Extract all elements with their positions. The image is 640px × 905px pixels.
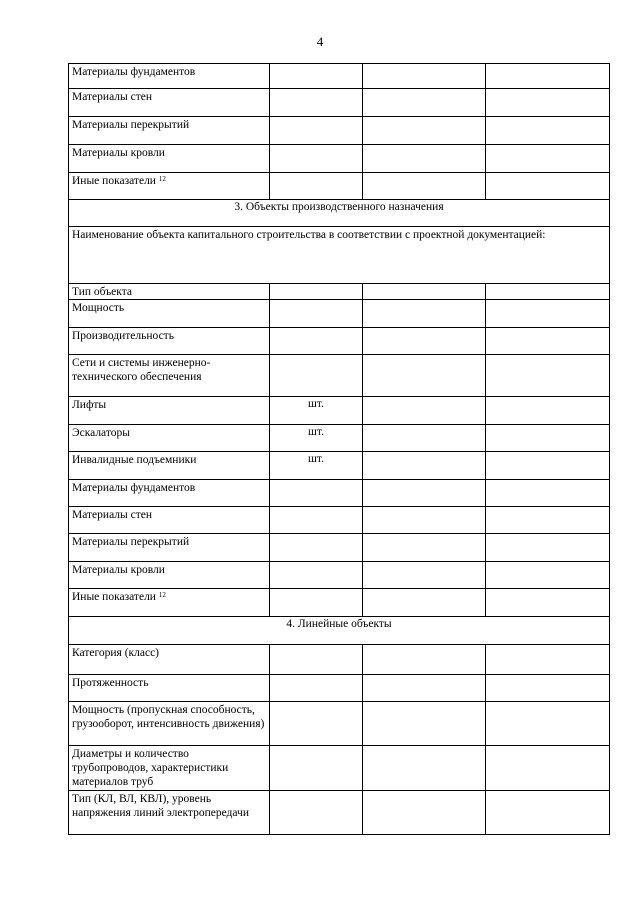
- unit-cell: [270, 562, 363, 589]
- value-cell: [363, 173, 486, 200]
- table-row: [69, 452, 610, 480]
- value-cell: [486, 702, 610, 746]
- value-cell: [486, 452, 610, 480]
- value-cell: [363, 89, 486, 117]
- row-label: Материалы стен: [72, 91, 153, 103]
- value-cell: [486, 425, 610, 452]
- unit-cell: шт.: [270, 452, 363, 480]
- value-cell: [363, 284, 486, 300]
- value-cell: [486, 89, 610, 117]
- value-cell: [486, 355, 610, 397]
- unit-cell: [270, 645, 363, 675]
- table-row: [69, 355, 610, 397]
- table-row: [69, 300, 610, 328]
- unit-cell: [270, 355, 363, 397]
- unit-cell: шт.: [270, 397, 363, 425]
- section-header-row: [69, 617, 610, 645]
- value-cell: [486, 645, 610, 675]
- row-label-cell: [69, 480, 270, 507]
- row-label: Инвалидные подъемники: [72, 454, 197, 466]
- unit-cell: [270, 507, 363, 534]
- row-label: Диаметры и количество трубопроводов, характеристики материалов труб: [72, 748, 229, 788]
- table-row: [69, 328, 610, 355]
- value-cell: [486, 397, 610, 425]
- value-cell: [486, 562, 610, 589]
- row-label: Мощность (пропускная способность, грузооборот, интенсивность движения): [72, 704, 265, 730]
- row-label: Материалы стен: [72, 509, 153, 521]
- table-row: [69, 397, 610, 425]
- unit-cell: [270, 117, 363, 145]
- row-label: Материалы кровли: [72, 147, 165, 159]
- value-cell: [486, 64, 610, 89]
- value-cell: [363, 702, 486, 746]
- row-label-cell: [69, 425, 270, 452]
- table-row: [69, 562, 610, 589]
- row-label: Производительность: [72, 330, 174, 342]
- unit-cell: [270, 64, 363, 89]
- value-cell: [486, 534, 610, 562]
- row-label-cell: [69, 702, 270, 746]
- row-label-cell: [69, 562, 270, 589]
- row-label: Материалы перекрытий: [72, 536, 190, 548]
- unit-cell: [270, 702, 363, 746]
- row-label-cell: [69, 355, 270, 397]
- row-label-cell: [69, 300, 270, 328]
- table-row: [69, 173, 610, 200]
- row-label: Материалы фундаментов: [72, 66, 196, 78]
- row-label: Категория (класс): [72, 647, 160, 659]
- form-table: [68, 63, 610, 835]
- section-3-title: 3. Объекты производственного назначения: [69, 200, 610, 227]
- table-row: [69, 534, 610, 562]
- unit-cell: [270, 534, 363, 562]
- object-name-label: Наименование объекта капитального строительства в соответствии с проектной документацией:: [72, 229, 546, 241]
- value-cell: [486, 507, 610, 534]
- value-cell: [486, 328, 610, 355]
- row-label-cell: [69, 452, 270, 480]
- unit-cell: [270, 589, 363, 617]
- unit-cell: [270, 89, 363, 117]
- row-label-cell: [69, 173, 270, 200]
- row-label: Эскалаторы: [72, 427, 130, 439]
- row-label-cell: [69, 117, 270, 145]
- table-row: [69, 89, 610, 117]
- form-table-body: [69, 64, 610, 835]
- value-cell: [363, 589, 486, 617]
- value-cell: [363, 645, 486, 675]
- table-row: [69, 645, 610, 675]
- value-cell: [363, 145, 486, 173]
- unit-cell: [270, 328, 363, 355]
- table-row: [69, 746, 610, 791]
- footnote-marker: 12: [158, 591, 166, 599]
- row-label-cell: [69, 64, 270, 89]
- value-cell: [486, 480, 610, 507]
- row-label: Материалы перекрытий: [72, 119, 190, 131]
- row-label-cell: [69, 746, 270, 791]
- row-label-cell: [69, 89, 270, 117]
- row-label-cell: [69, 284, 270, 300]
- table-row: [69, 284, 610, 300]
- table-row: [69, 589, 610, 617]
- footnote-marker: 12: [158, 175, 166, 183]
- row-label-cell: [69, 145, 270, 173]
- value-cell: [486, 173, 610, 200]
- value-cell: [363, 117, 486, 145]
- value-cell: [486, 589, 610, 617]
- row-label: Материалы кровли: [72, 564, 165, 576]
- unit-cell: [270, 746, 363, 791]
- unit-cell: [270, 284, 363, 300]
- row-label-cell: [69, 589, 270, 617]
- unit-cell: [270, 791, 363, 835]
- row-label: Иные показатели: [72, 175, 159, 187]
- row-label-cell: [69, 328, 270, 355]
- value-cell: [363, 746, 486, 791]
- row-label: Тип (КЛ, ВЛ, КВЛ), уровень напряжения линий электропередачи: [72, 793, 249, 819]
- value-cell: [363, 480, 486, 507]
- row-label: Лифты: [72, 399, 107, 411]
- row-label-cell: [69, 645, 270, 675]
- value-cell: [486, 284, 610, 300]
- value-cell: [363, 562, 486, 589]
- table-row: [69, 117, 610, 145]
- row-label-cell: [69, 507, 270, 534]
- row-label: Материалы фундаментов: [72, 482, 196, 494]
- value-cell: [363, 328, 486, 355]
- value-cell: [363, 397, 486, 425]
- table-row: [69, 145, 610, 173]
- value-cell: [363, 64, 486, 89]
- table-row: [69, 480, 610, 507]
- section-header-row: [69, 200, 610, 227]
- value-cell: [363, 675, 486, 702]
- unit-cell: шт.: [270, 425, 363, 452]
- unit-cell: [270, 145, 363, 173]
- table-row: [69, 791, 610, 835]
- value-cell: [486, 746, 610, 791]
- value-cell: [486, 300, 610, 328]
- table-row: [69, 64, 610, 89]
- value-cell: [363, 452, 486, 480]
- value-cell: [486, 791, 610, 835]
- row-label: Протяженность: [72, 677, 149, 689]
- object-name-field: [69, 227, 610, 284]
- page-number: 4: [316, 34, 324, 49]
- unit-cell: [270, 480, 363, 507]
- table-row: [69, 675, 610, 702]
- value-cell: [486, 675, 610, 702]
- table-row: [69, 702, 610, 746]
- value-cell: [363, 534, 486, 562]
- value-cell: [486, 117, 610, 145]
- table-row: [69, 507, 610, 534]
- value-cell: [363, 355, 486, 397]
- value-cell: [363, 300, 486, 328]
- row-label: Тип объекта: [72, 286, 132, 298]
- row-label: Мощность: [72, 302, 125, 314]
- value-cell: [363, 507, 486, 534]
- unit-cell: [270, 300, 363, 328]
- unit-cell: [270, 173, 363, 200]
- row-label: Иные показатели: [72, 591, 159, 603]
- section-4-title: 4. Линейные объекты: [69, 617, 610, 645]
- row-label-cell: [69, 534, 270, 562]
- object-name-row: [69, 227, 610, 284]
- row-label-cell: [69, 397, 270, 425]
- row-label: Сети и системы инженерно-технического обеспечения: [72, 357, 211, 383]
- value-cell: [486, 145, 610, 173]
- unit-cell: [270, 675, 363, 702]
- row-label-cell: [69, 791, 270, 835]
- row-label-cell: [69, 675, 270, 702]
- value-cell: [363, 425, 486, 452]
- value-cell: [363, 791, 486, 835]
- table-row: [69, 425, 610, 452]
